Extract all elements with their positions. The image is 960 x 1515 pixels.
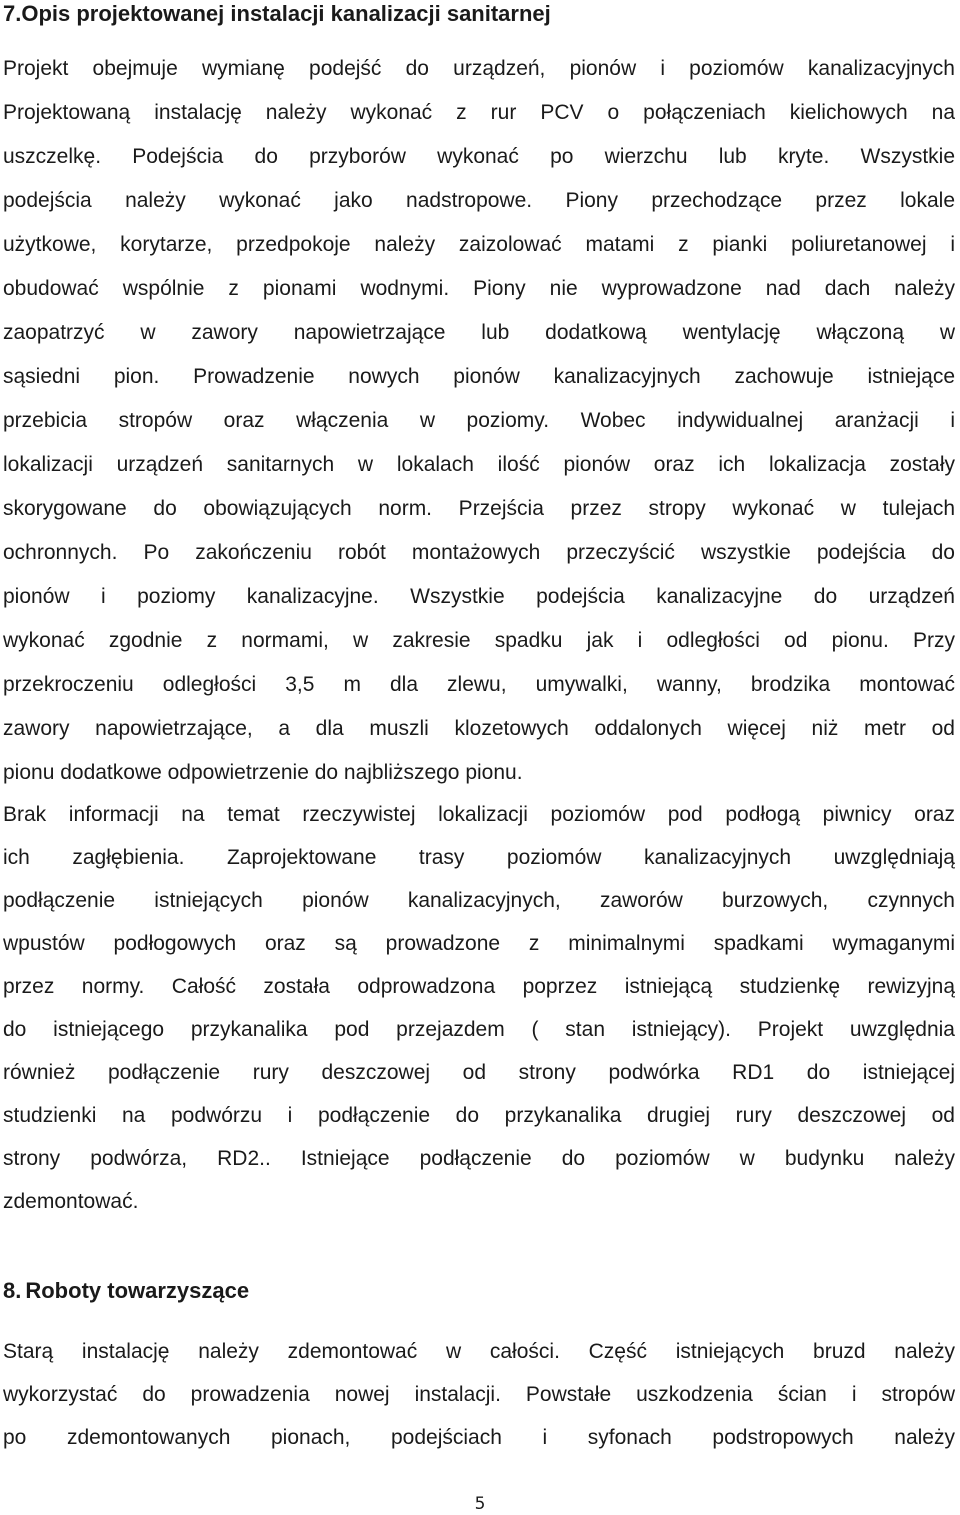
paragraph-line: po zdemontowanych pionach, podejściach i syfonach podstropowych należy bbox=[3, 1426, 955, 1449]
paragraph-line: przez normy. Całość została odprowadzona poprzez istniejącą studzienkę rewizyjną bbox=[3, 975, 955, 998]
paragraph-line: podłączenie istniejących pionów kanalizacyjnych, zaworów burzowych, czynnych bbox=[3, 889, 955, 912]
paragraph-line: uszczelkę. Podejścia do przyborów wykonać po wierzchu lub kryte. Wszystkie bbox=[3, 145, 955, 168]
paragraph-line: również podłączenie rury deszczowej od strony podwórka RD1 do istniejącej bbox=[3, 1061, 955, 1084]
paragraph-line: zaopatrzyć w zawory napowietrzające lub dodatkową wentylację włączoną w bbox=[3, 321, 955, 344]
paragraph-line: Brak informacji na temat rzeczywistej lokalizacji poziomów pod podłogą piwnicy oraz bbox=[3, 803, 955, 826]
paragraph-line: do istniejącego przykanalika pod przejazdem ( stan istniejący). Projekt uwzględnia bbox=[3, 1018, 955, 1041]
paragraph-line: wykorzystać do prowadzenia nowej instalacji. Powstałe uszkodzenia ścian i stropów bbox=[3, 1383, 955, 1406]
paragraph-line: przekroczeniu odległości 3,5 m dla zlewu, umywalki, wanny, brodzika montować bbox=[3, 673, 955, 696]
paragraph-line: sąsiedni pion. Prowadzenie nowych pionów kanalizacyjnych zachowuje istniejące bbox=[3, 365, 955, 388]
paragraph-line: podejścia należy wykonać jako nadstropowe. Piony przechodzące przez lokale bbox=[3, 189, 955, 212]
paragraph-line: przebicia stropów oraz włączenia w poziomy. Wobec indywidualnej aranżacji i bbox=[3, 409, 955, 432]
paragraph-line: ich zagłębienia. Zaprojektowane trasy poziomów kanalizacyjnych uwzględniają bbox=[3, 846, 955, 869]
section-8-heading bbox=[3, 1278, 249, 1304]
paragraph-line: Projekt obejmuje wymianę podejść do urządzeń, pionów i poziomów kanalizacyjnych bbox=[3, 57, 955, 80]
paragraph-line: pionu dodatkowe odpowietrzenie do najbliższego pionu. bbox=[3, 761, 523, 784]
paragraph-line: obudować wspólnie z pionami wodnymi. Piony nie wyprowadzone nad dach należy bbox=[3, 277, 955, 300]
paragraph-line: zdemontować. bbox=[3, 1190, 139, 1213]
paragraph-line: ochronnych. Po zakończeniu robót montażowych przeczyścić wszystkie podejścia do bbox=[3, 541, 955, 564]
paragraph-line: wpustów podłogowych oraz są prowadzone z minimalnymi spadkami wymaganymi bbox=[3, 932, 955, 955]
section-7-heading: 7.Opis projektowanej instalacji kanalizacji sanitarnej bbox=[3, 1, 551, 26]
paragraph-line: użytkowe, korytarze, przedpokoje należy zaizolować matami z pianki poliuretanowej i bbox=[3, 233, 955, 256]
paragraph-line: Projektowaną instalację należy wykonać z rur PCV o połączeniach kielichowych na bbox=[3, 101, 955, 124]
section-8-number: 8. bbox=[3, 1278, 22, 1303]
paragraph-line: wykonać zgodnie z normami, w zakresie spadku jak i odległości od pionu. Przy bbox=[3, 629, 955, 652]
paragraph-line: pionów i poziomy kanalizacyjne. Wszystkie podejścia kanalizacyjne do urządzeń bbox=[3, 585, 955, 608]
paragraph-line: studzienki na podwórzu i podłączenie do przykanalika drugiej rury deszczowej od bbox=[3, 1104, 955, 1127]
paragraph-line: lokalizacji urządzeń sanitarnych w lokalach ilość pionów oraz ich lokalizacja zostały bbox=[3, 453, 955, 476]
paragraph-line: zawory napowietrzające, a dla muszli klozetowych oddalonych więcej niż metr od bbox=[3, 717, 955, 740]
section-8-title: Roboty towarzyszące bbox=[25, 1278, 250, 1303]
paragraph-line: strony podwórza, RD2.. Istniejące podłączenie do poziomów w budynku należy bbox=[3, 1147, 955, 1170]
paragraph-line: Starą instalację należy zdemontować w całości. Część istniejących bruzd należy bbox=[3, 1340, 955, 1363]
paragraph-line: skorygowane do obowiązujących norm. Przejścia przez stropy wykonać w tulejach bbox=[3, 497, 955, 520]
page-number: 5 bbox=[474, 1494, 486, 1514]
